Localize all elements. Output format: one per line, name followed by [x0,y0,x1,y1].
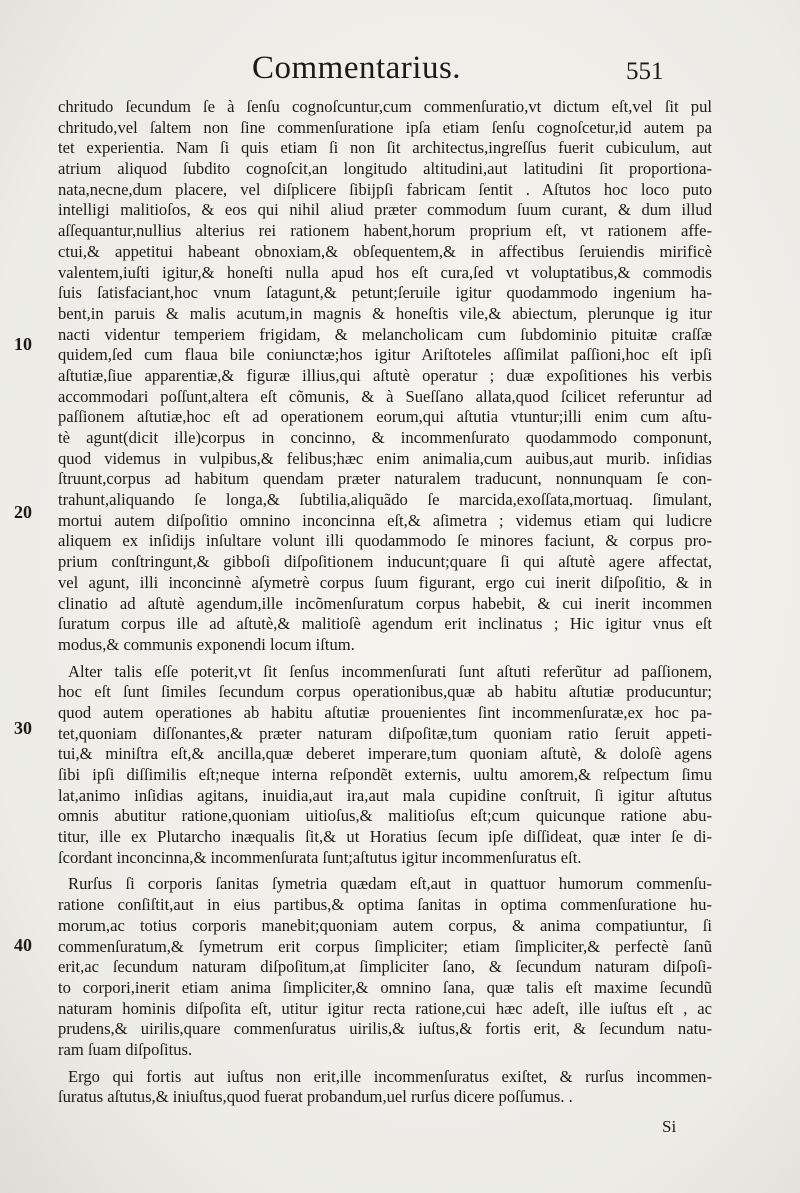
text-line: clinatio ad aſtutè agendum,ille incõmenſuratum corpus habebit, & cui inerit incommen [58,593,712,613]
page-number: 551 [626,58,664,85]
text-line: Ergo qui fortis aut iuſtus non erit,ille incommenſuratus exiſtet, & rurſus incommen- [68,1066,712,1086]
text-line: hoc eſt ſunt ſimiles ſecundum corpus operationibus,quæ ab habitu aſtutiæ producuntur; [58,682,712,702]
margin-line-number-20: 20 [14,502,32,522]
text-line: ſuratus aſtutus,& iniuſtus,quod fuerat probandum,uel rurſus dicere poſſumus. . [58,1087,573,1107]
margin-line-number-30: 30 [14,718,32,738]
paragraph [58,1067,712,1108]
text-line: nacti videntur temperiem frigidam, & melancholicam cum ſubdominio pituitæ craſſæ [58,324,712,344]
text-line: morum,ac totius corporis manebit;quoniam autem corpus, & anima compatiuntur, ſi [58,915,712,935]
text-line: quidem,ſed cum flaua bile coniunctæ;hos igitur Ariſtoteles aſſimilat paſſioni,hoc eſt ipſi [58,345,712,365]
text-line: erit,ac ſecundum naturam diſpoſitum,at ſimpliciter ſano, & ſecundum naturam diſpoſi- [58,957,712,977]
text-line: ſibi ipſi diſſimilis eſt;neque interna reſpondẽt externis, uultu amorem,& reſpectum ſimu [58,765,712,784]
paragraph [58,662,712,869]
text-line: ſuis ſatisfaciant,hoc vnum ſatagunt,& petunt;ſeruile igitur quodammodo ingenium ha- [58,283,712,303]
text-line: paſſionem aſtutiæ,hoc eſt ad operationem eorum,qui aſtutia vtuntur;illi enim cum aſtu- [58,407,712,427]
catchword: Si [662,1117,677,1136]
text-line: atrium aliquod ſubdito cognoſcit,an longitudo altitudini,aut latitudini ſit proportiona- [58,159,712,179]
text-line: ctui,& appetitui habeant obnoxiam,& obſequentem,& in affectibus ſeruiendis mirificè [58,241,712,261]
text-line: bent,in paruis & malis acutum,in magnis & honeſtis vile,& abiectum, plerunque ig itur [58,303,712,323]
margin-line-number-10: 10 [14,334,32,354]
text-line: aſſequantur,nullius alterius rei rationem habent,horum proprium eſt, vt rationem affe- [58,221,712,241]
text-line: tè agunt(dicit ille)corpus in concinno, & incommenſurato quodammodo componunt, [58,428,712,447]
text-line: lat,animo inſidias agitans, inuidia,aut ira,aut mala cupidine conſtruit, ſi igitur aſtutus [58,785,712,805]
text-line: valentem,iuſti igitur,& honeſti nulla apud hos eſt cura,ſed vt voluptatibus,& commodis [58,262,712,282]
text-line: chritudo ſecundum ſe à ſenſu cognoſcuntur,cum commenſuratio,vt dictum eſt,vel ſit pul [58,97,712,116]
text-line: mortui autem diſpoſitio omnino inconcinna eſt,& aſimetra ; videmus etiam qui ludicre [58,510,712,530]
text-line: prium conſtringunt,& gibboſi diſpoſitionem inducunt;quare ſi qui aſtutè agere affectat, [58,552,712,572]
text-line: naturam hominis diſpoſita eſt, utitur igitur recta ratione,cui hæc adeſt, ille iuſtus eſt , ac [58,998,712,1018]
text-line: aliquem ex inſidijs inſultare volunt illi quodammodo ſe minores faciunt, & corpus pro- [58,531,712,551]
text-line: tui,& miniſtra eſt,& ancilla,quæ deberet imperare,tum quoniam aſtutè, & doloſè agens [58,744,712,764]
text-line: titur, ille ex Plutarcho inæqualis ſit,& ut Horatius ſecum ipſe diſſideat, quæ inter ſe di- [58,827,712,847]
paragraph [58,874,712,1060]
text-line: intelligi malitioſos, & eos qui nihil aliud præter commodum ſuum curant, & dum illud [58,200,712,220]
text-line: Alter talis eſſe poterit,vt ſit ſenſus incommenſurati ſunt aſtuti referũtur ad paſſionem, [68,661,712,681]
text-line: to corpori,inerit etiam anima ſimpliciter,& omnino ſana, quæ talis eſt maxime ſecundũ [58,977,712,997]
text-line: ſtruunt,corpus ad habitum quendam præter naturalem traducunt, nonnunquam ſe con- [58,469,712,489]
text-line: commenſuratum,& ſymetrum erit corpus ſimpliciter; etiam ſimpliciter,& perfectè ſanũ [58,936,712,956]
text-line: quod videmus in vulpibus,& felibus;hæc enim animalia,cum auibus,aut murib. inſidias [58,448,712,468]
text-line: chritudo,vel ſaltem non ſine commenſuratione ipſa etiam ſenſu cognoſcetur,id autem pa [58,117,712,137]
running-title: Commentarius. [252,50,462,86]
text-line: modus,& communis exponendi locum iſtum. [58,634,355,654]
text-line: ratione conſiſtit,aut in eius partibus,& optima ſanitas in optima commenſuratione hu- [58,895,712,915]
text-line: vel agunt, illi inconcinnè aſymetrè corpus ſuum figurant, ergo cui inerit diſpoſitio, & in [58,572,712,592]
text-line: quod autem operationes ab habitu aſtutiæ prouenientes ſint incommenſuratæ,ex hoc pa- [58,702,712,722]
text-line: ram ſuam diſpoſitus. [58,1039,193,1059]
text-line: nata,necne,dum placere, vel diſplicere ſibijpſi fabricam ſentit . Aſtutos hoc loco puto [58,179,712,199]
margin-line-number-40: 40 [14,935,32,955]
text-line: aſtutiæ,ſiue apparentiæ,& figuræ illius,qui aſtutè operatur ; duæ expoſitiones his verbis [58,365,712,385]
page-header [0,46,800,92]
text-line: ſuratum corpus ille ad aſtutè,& malitioſè agendum erit inclinatus ; Hic igitur vnus eſt [58,614,712,634]
text-line: tet experientia. Nam ſi quis etiam ſi non ſit architectus,ingreſſus fuerit cubiculum, aut [58,138,712,158]
text-line: accommodari poſſunt,altera eſt cõmunis, & à Sueſſano allata,quod ſcilicet referuntur ad [58,386,712,406]
text-line: Rurſus ſi corporis ſanitas ſymetria quædam eſt,aut in quattuor humorum commenſu- [68,874,712,894]
text-line: trahunt,aliquando ſe longa,& ſubtilia,aliquãdo ſe marcida,exoſſata,mortuaq. ſimulant, [58,490,712,510]
text-line: omnis abutitur ratione,quoniam uitioſus,& malitioſus eſt;cum quicunque ratione abu- [58,806,712,826]
paragraph [58,97,712,656]
body-text [58,97,712,1108]
text-line: ſcordant inconcinna,& incommenſurata ſunt;aſtutus igitur incommenſuratus eſt. [58,847,582,867]
text-line: prudens,& uirilis,quare commenſuratus uirilis,& iuſtus,& fortis erit, & ſecundum natu- [58,1019,712,1039]
text-line: tet,quoniam diſſonantes,& præter naturam diſpoſitæ,tum quoniam ratio ſeruit appeti- [58,723,712,743]
